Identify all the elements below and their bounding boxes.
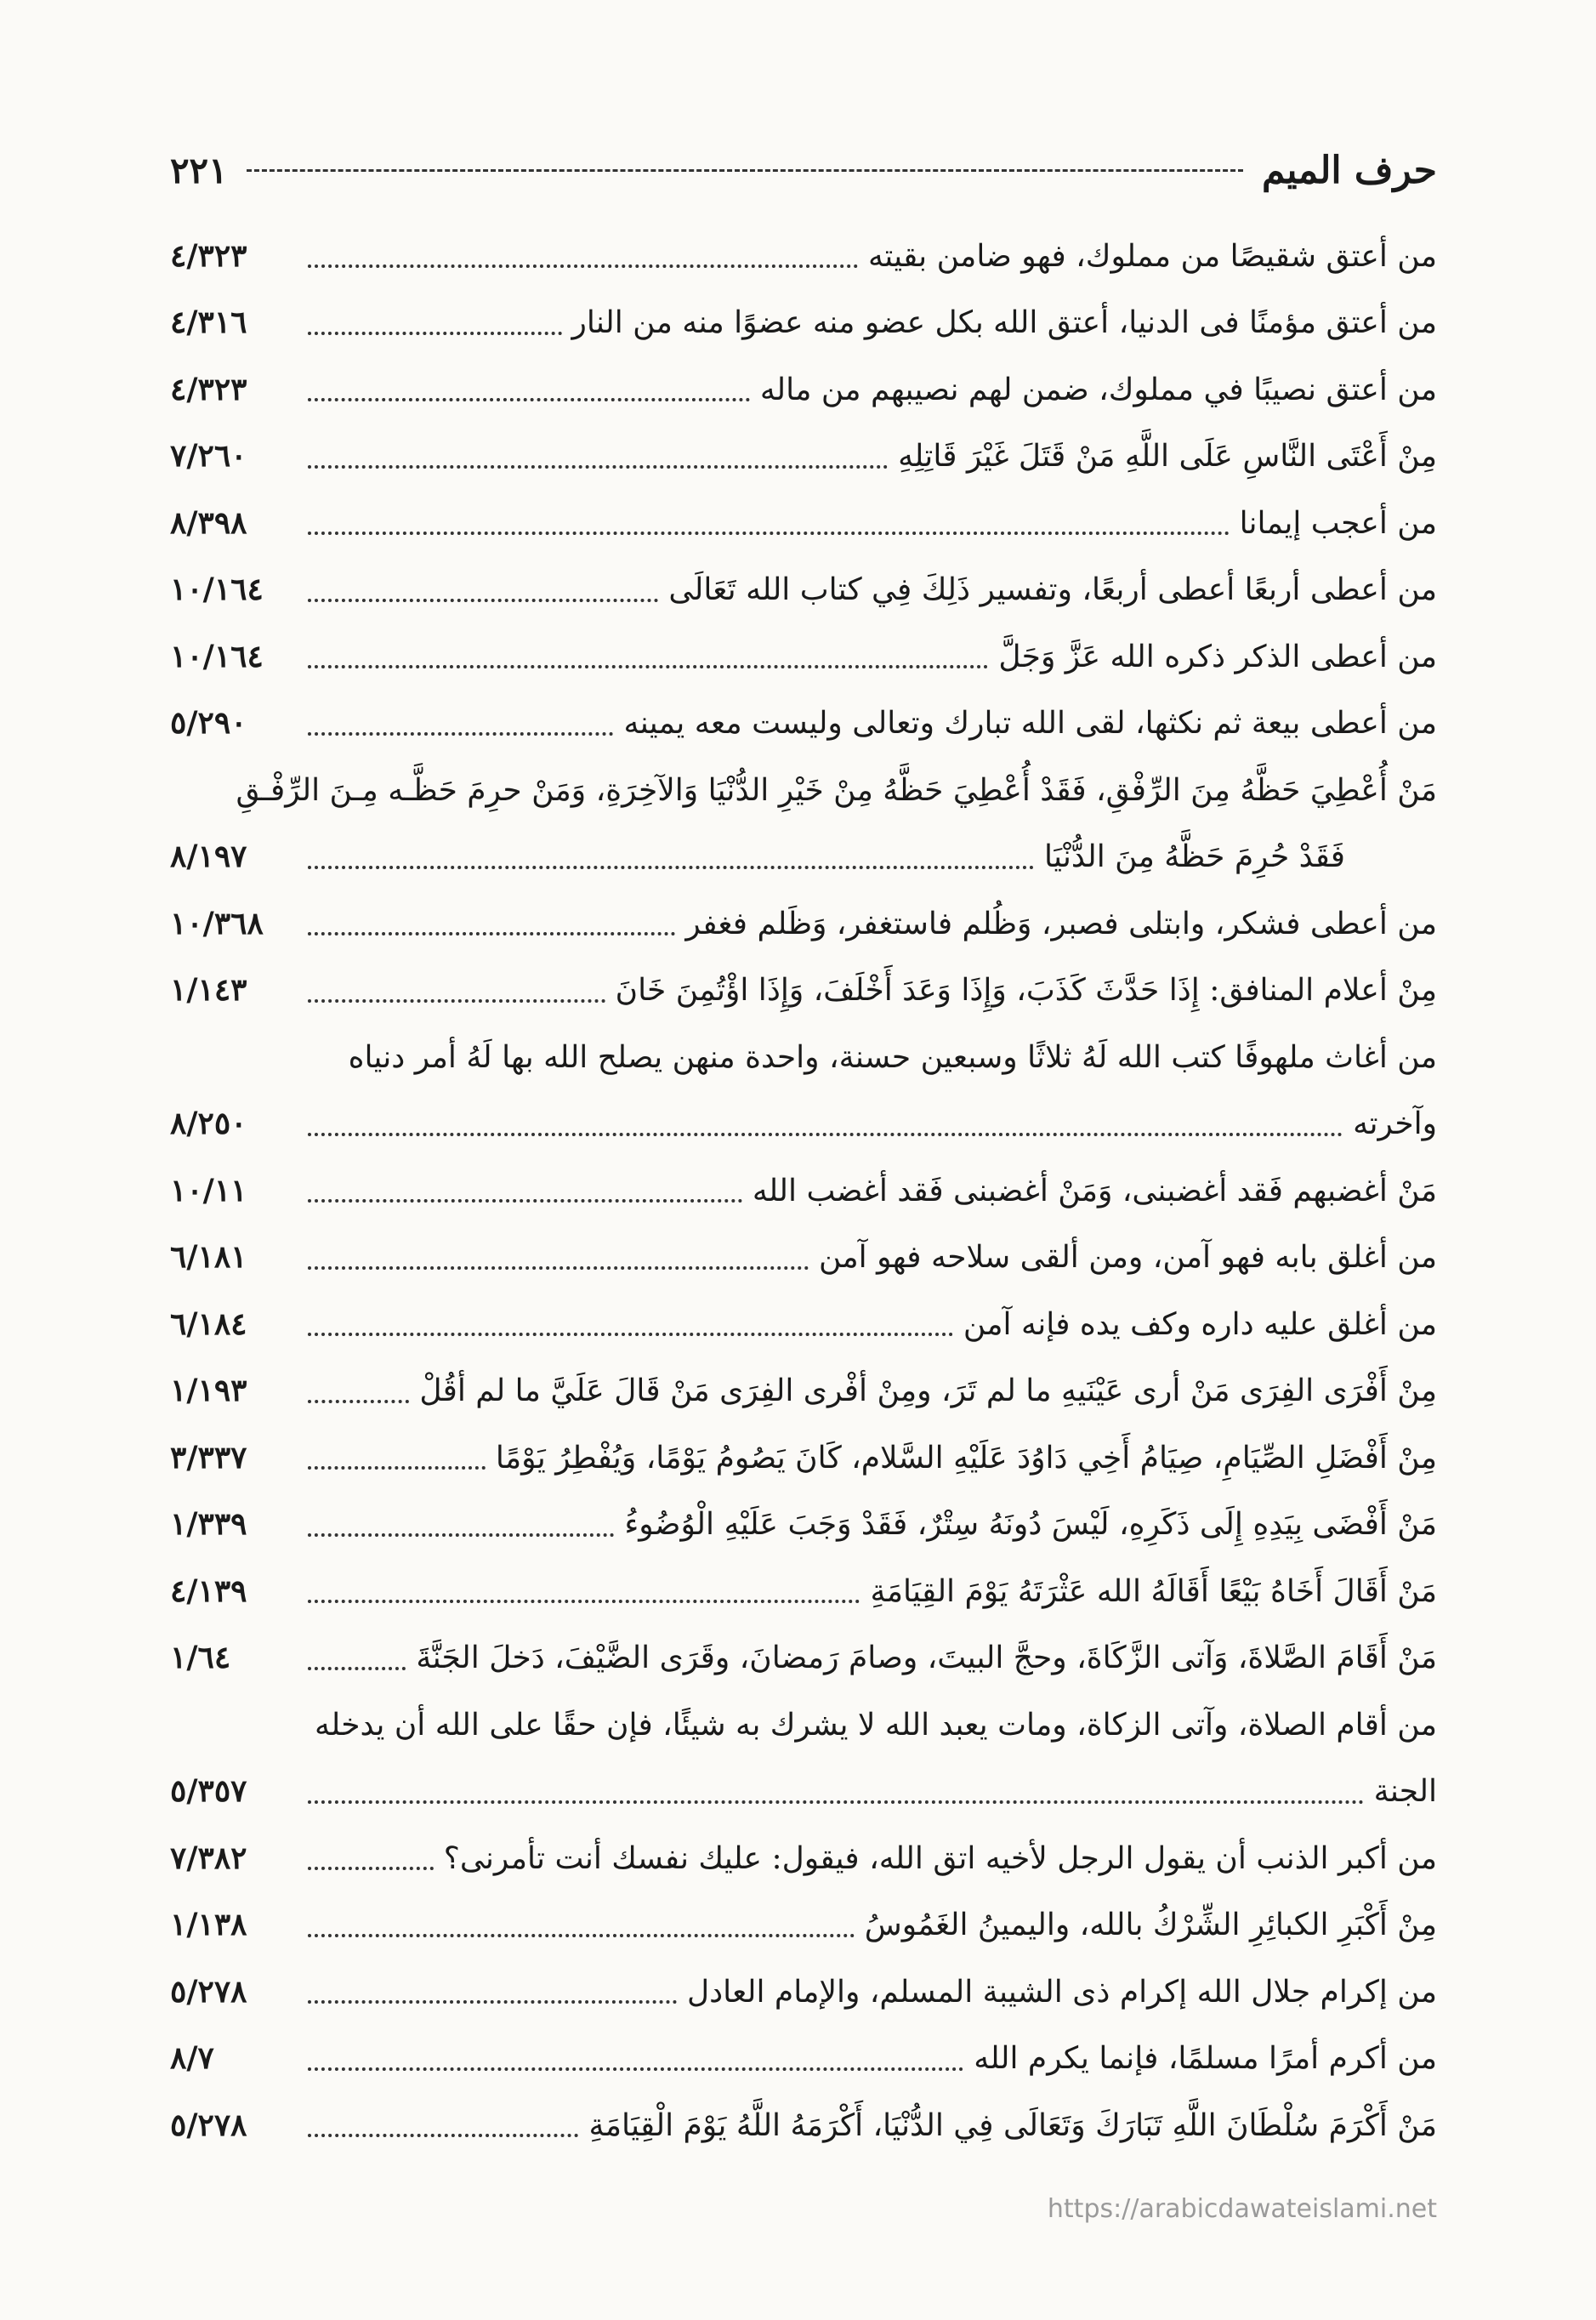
entry-continuation: [170, 824, 1437, 891]
index-entry: [170, 1424, 1437, 1492]
index-entry: [170, 1959, 1437, 2026]
entry-text: من أغاث ملهوفًا كتب الله لَهُ ثلاثًا وسبعين حسنة، واحدة منهن يصلح الله بها لَهُ أمر دنياه: [348, 1039, 1437, 1075]
entry-reference: ١٠/١٦٤: [170, 571, 264, 608]
entry-reference: ٦/١٨٤: [170, 1305, 247, 1342]
entry-continuation: [170, 1759, 1437, 1826]
dot-leader: [308, 532, 1230, 535]
entry-reference: ٤/٣٢٣: [170, 237, 247, 274]
entry-reference: ٧/٣٨٢: [170, 1840, 247, 1876]
watermark: https://arabicdawateislami.net: [1047, 2194, 1437, 2224]
entry-text: من أعطى فشكر، وابتلى فصبر، وَظُلم فاستغفر، وَظَلم فغفر: [685, 906, 1437, 941]
index-entry: [170, 2092, 1437, 2159]
index-entry: [170, 424, 1437, 491]
index-entry: [170, 1024, 1437, 1157]
entry-reference: ١/١٩٣: [170, 1373, 247, 1409]
index-entry: [170, 691, 1437, 758]
entry-reference: ١/٣٣٩: [170, 1506, 247, 1543]
entry-text: مَنْ أُعْطِيَ حَظَّهُ مِنَ الرِّفْقِ، فَقَدْ أُعْطِيَ حَظَّهُ مِنْ خَيْرِ الدُّنْيَا وَالآخِرَةِ، وَمَنْ حرِمَ حَظَّـه مِـنَ الرِّفْـقِ: [236, 772, 1437, 808]
index-list: [170, 223, 1437, 2159]
index-entry: [170, 1625, 1437, 1692]
header-rule: [247, 169, 1243, 172]
entry-reference: ٤/٣٢٣: [170, 371, 247, 407]
dot-leader: [308, 332, 562, 335]
entry-text: من أكبر الذنب أن يقول الرجل لأخيه اتق الله، فيقول: عليك نفسك أنت تأمرنى؟: [443, 1840, 1437, 1876]
entry-reference: ١/٦٤: [170, 1640, 231, 1676]
entry-text: مَنْ أَكْرَمَ سُلْطَانَ اللَّهِ تَبَارَكَ وَتَعَالَى فِي الدُّنْيَا، أَكْرَمَهُ اللَّهُ يَوْمَ الْقِيَامَةِ: [588, 2107, 1437, 2143]
dot-leader: [308, 1533, 614, 1537]
dot-leader: [308, 398, 750, 401]
dot-leader: [308, 665, 988, 668]
dot-leader: [308, 1667, 406, 1670]
dot-leader: [308, 999, 605, 1003]
index-entry: [170, 890, 1437, 958]
index-entry: [170, 557, 1437, 624]
page-header: [170, 140, 1437, 200]
dot-leader: [308, 732, 613, 736]
entry-continuation-text: وآخرته: [1353, 1106, 1437, 1142]
entry-text: من أعطى الذكر ذكره الله عَزَّ وَجَلَّ: [998, 639, 1437, 674]
dot-leader: [308, 465, 888, 469]
index-entry: [170, 1825, 1437, 1892]
entry-reference: ١٠/١١: [170, 1172, 247, 1208]
index-entry: [170, 1892, 1437, 1959]
entry-text: مَنْ أَقَالَ أَخَاهُ بَيْعًا أَقَالَهُ الله عَثْرَتَهُ يَوْمَ القِيَامَةِ: [870, 1573, 1437, 1609]
index-entry: [170, 1157, 1437, 1225]
entry-first-line: [170, 757, 1437, 824]
dot-leader: [308, 1400, 409, 1403]
entry-reference: ٣/٣٣٧: [170, 1439, 247, 1476]
dot-leader: [308, 1867, 434, 1870]
entry-reference: ٨/١٩٧: [170, 839, 247, 875]
dot-leader: [308, 2000, 677, 2004]
entry-reference: ١/١٤٣: [170, 972, 247, 1009]
entry-text: من أعتق شقيصًا من مملوك، فهو ضامن بقيته: [867, 238, 1437, 274]
dot-leader: [308, 264, 858, 268]
index-entry: [170, 1492, 1437, 1559]
page-number: ٢٢١: [170, 149, 228, 191]
entry-reference: ١٠/١٦٤: [170, 638, 264, 674]
entry-reference: ٤/٣١٦: [170, 304, 247, 341]
entry-text: من أعجب إيمانا: [1239, 505, 1437, 541]
dot-leader: [308, 1199, 742, 1203]
index-entry: [170, 958, 1437, 1025]
entry-text: من أكرم أمرًا مسلمًا، فإنما يكرم الله: [974, 2041, 1437, 2077]
entry-reference: ٥/٢٧٨: [170, 1973, 247, 2010]
index-entry: [170, 356, 1437, 424]
entry-reference: ٤/١٣٩: [170, 1572, 247, 1609]
index-entry: [170, 1291, 1437, 1358]
entry-text: مِنْ أَفْرَى الفِرَى مَنْ أرى عَيْنَيهِ ما لم تَرَ، ومِنْ أفْرى الفِرَى مَنْ قَالَ عَلَيَّ ما لم أقُلْ: [419, 1373, 1437, 1409]
dot-leader: [308, 1333, 953, 1336]
entry-text: مِنْ أَعْتَى النَّاسِ عَلَى اللَّهِ مَنْ قَتَلَ غَيْرَ قَاتِلِهِ: [898, 439, 1437, 475]
entry-reference: ٧/٢٦٠: [170, 438, 247, 475]
entry-continuation-text: الجنة: [1373, 1774, 1437, 1810]
entry-reference: ٨/٢٥٠: [170, 1106, 247, 1142]
entry-first-line: [170, 1692, 1437, 1759]
dot-leader: [308, 1934, 855, 1937]
index-entry: [170, 623, 1437, 691]
entry-reference: ٥/٢٧٨: [170, 2107, 247, 2143]
section-title: حرف الميم: [1261, 148, 1437, 192]
entry-continuation: [170, 1091, 1437, 1158]
entry-reference: ٦/١٨١: [170, 1239, 247, 1276]
entry-reference: ١٠/٣٦٨: [170, 905, 264, 941]
entry-text: من أغلق عليه داره وكف يده فإنه آمن: [963, 1306, 1437, 1342]
index-entry: [170, 1358, 1437, 1425]
index-entry: [170, 1692, 1437, 1825]
index-entry: [170, 490, 1437, 557]
entry-text: من أقام الصلاة، وآتى الزكاة، ومات يعبد الله لا يشرك به شيئًا، فإن حقًا على الله أن يدخله: [314, 1707, 1437, 1743]
entry-text: مِنْ أَفْضَلِ الصِّيَامِ، صِيَامُ أَخِي دَاوُدَ عَلَيْهِ السَّلام، كَانَ يَصُومُ يَوْمًا، وَيُفْطِرُ يَوْمًا: [495, 1440, 1437, 1476]
entry-reference: ٥/٣٥٧: [170, 1773, 247, 1810]
entry-text: من إكرام جلال الله إكرام ذى الشيبة المسلم، والإمام العادل: [686, 1974, 1437, 2010]
entry-text: مِنْ أعلام المنافق: إِذَا حَدَّثَ كَذَبَ، وَإِذَا وَعَدَ أَخْلَفَ، وَإِذَا اؤْتُمِنَ خَانَ: [615, 973, 1437, 1009]
dot-leader: [308, 599, 658, 602]
index-entry: [170, 1225, 1437, 1292]
entry-text: من أعتق مؤمنًا فى الدنيا، أعتق الله بكل عضو منه عضوًا منه من النار: [571, 305, 1437, 341]
entry-reference: ١/١٣٨: [170, 1907, 247, 1943]
entry-continuation-text: فَقَدْ حُرِمَ حَظَّهُ مِنَ الدُّنْيَا: [1044, 839, 1345, 875]
dot-leader: [308, 2067, 963, 2071]
entry-text: من أغلق بابه فهو آمن، ومن ألقى سلاحه فهو آمن: [818, 1240, 1437, 1276]
entry-first-line: [170, 1024, 1437, 1091]
dot-leader: [308, 2134, 578, 2137]
dot-leader: [308, 1466, 486, 1470]
entry-reference: ٨/٧: [170, 2040, 214, 2077]
entry-text: مَنْ أَفْضَى بِيَدِهِ إِلَى ذَكَرِهِ، لَيْسَ دُونَهُ سِتْرٌ، فَقَدْ وَجَبَ عَلَيْهِ الْوُضُوءُ: [624, 1507, 1437, 1543]
dot-leader: [308, 866, 1034, 869]
dot-leader: [308, 1133, 1343, 1136]
index-entry: [170, 223, 1437, 290]
entry-text: مِنْ أَكْبَرِ الكبائِرِ الشِّرْكُ بالله، واليمينُ الغَمُوسُ: [864, 1908, 1437, 1943]
entry-text: مَنْ أغضبهم فَقد أغضبنى، وَمَنْ أغضبنى فَقد أغضب الله: [752, 1173, 1437, 1208]
dot-leader: [308, 1800, 1364, 1804]
entry-text: من أعطى بيعة ثم نكثها، لقى الله تبارك وتعالى وليست معه يمينه: [623, 706, 1437, 742]
index-entry: [170, 1558, 1437, 1625]
dot-leader: [308, 932, 675, 935]
dot-leader: [308, 1266, 809, 1270]
entry-text: من أعطى أربعًا أعطى أربعًا، وتفسير ذَلِكَ فِي كتاب الله تَعَالَى: [668, 572, 1437, 608]
dot-leader: [308, 1600, 860, 1603]
entry-text: من أعتق نصيبًا في مملوك، ضمن لهم نصيبهم من ماله: [759, 372, 1437, 407]
entry-reference: ٨/٣٩٨: [170, 504, 247, 541]
entry-reference: ٥/٢٩٠: [170, 705, 247, 742]
entry-text: مَنْ أَقَامَ الصَّلاةَ، وَآتى الزَّكَاةَ، وحجَّ البيتَ، وصامَ رَمضانَ، وقَرَى الضَّيْفَ، دَخلَ الجَنَّةَ: [416, 1640, 1437, 1676]
index-entry: [170, 290, 1437, 357]
index-entry: [170, 757, 1437, 890]
index-entry: [170, 2026, 1437, 2093]
